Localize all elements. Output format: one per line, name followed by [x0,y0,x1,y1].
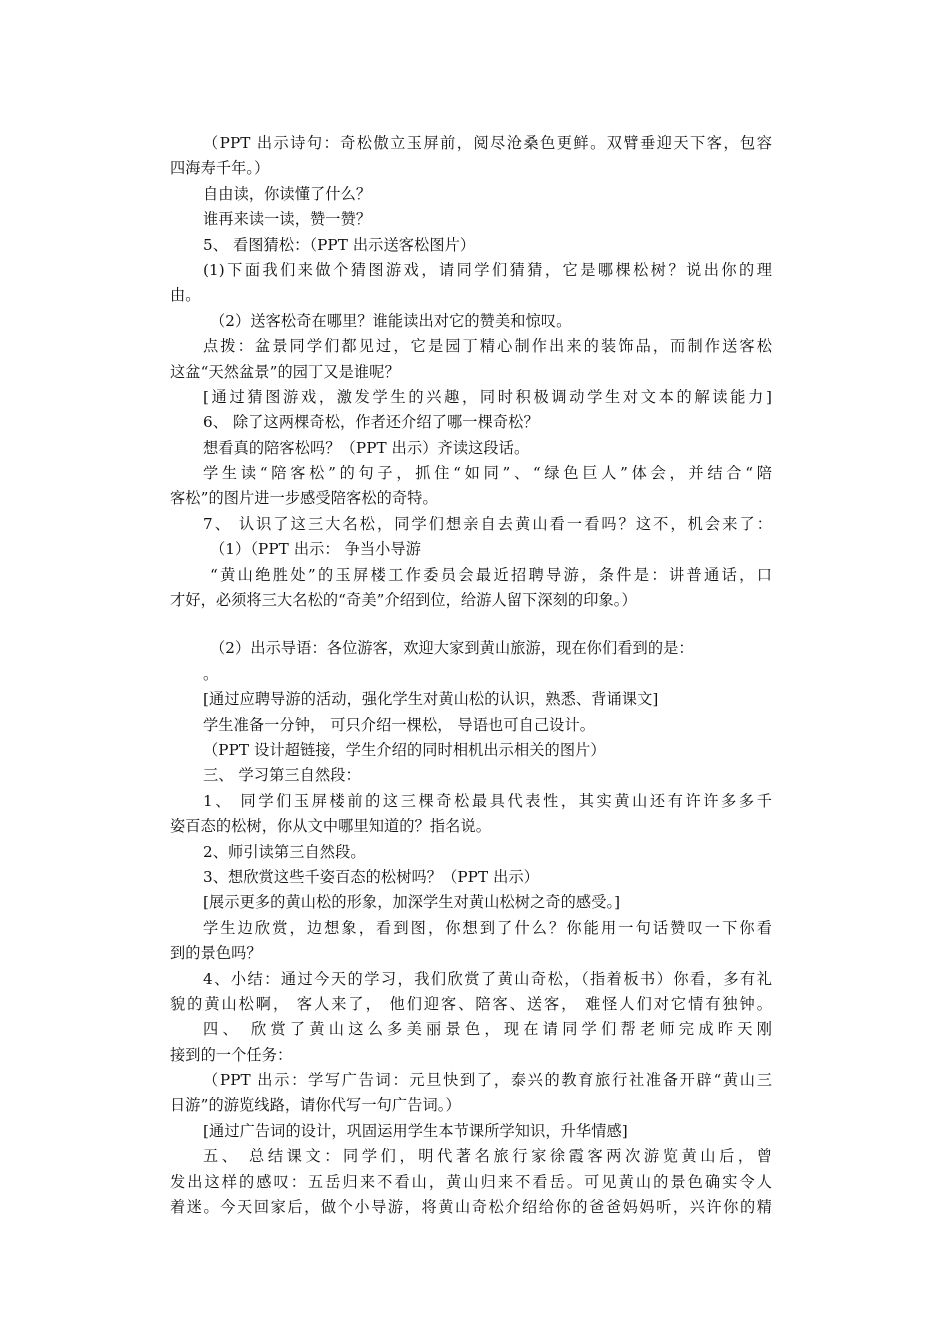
text-line: 着迷。今天回家后，做个小导游，将黄山奇松介绍给你的爸爸妈妈听，兴许你的精 [170,1198,772,1217]
text-line: 。 [203,664,219,683]
text-line: 谁再来读一读，赞一赞？ [203,210,372,229]
blank-gap [170,613,772,636]
text-line: 四、 欣赏了黄山这么多美丽景色，现在请同学们帮老师完成昨天刚 [203,1020,772,1039]
text-line: 由。 [170,286,201,305]
text-line: 才好，必须将三大名松的“奇美”介绍到位，给游人留下深刻的印象。） [170,591,637,610]
text-line: 到的景色吗？ [170,944,262,963]
text-line: （PPT 出示诗句：奇松傲立玉屏前，阅尽沧桑色更鲜。双臂垂迎天下客，包容 [203,134,772,152]
text-line: 客松”的图片进一步感受陪客松的奇特。 [170,489,438,508]
text-line: 接到的一个任务： [170,1045,293,1064]
text-line: 这盆“天然盆景”的园丁又是谁呢？ [170,362,400,381]
text-line: 4、小结：通过今天的学习，我们欣赏了黄山奇松，（指着板书）你看，多有礼 [203,969,772,988]
text-line: （PPT 出示：学写广告词：元旦快到了，泰兴的教育旅行社准备开辟“黄山三 [203,1071,772,1090]
text-line: 1、 同学们玉屏楼前的这三棵奇松最具代表性，其实黄山还有许许多多千 [203,791,772,810]
text-line: “黄山绝胜处”的玉屏楼工作委员会最近招聘导游，条件是：讲普通话，口 [210,565,772,584]
text-line: 四海寿千年。） [170,159,270,178]
text-line: 3、想欣赏这些千姿百态的松树吗？（PPT 出示） [203,867,540,886]
text-line: （1）（PPT 出示： 争当小导游 [210,540,422,559]
text-line: （PPT 设计超链接，学生介绍的同时相机出示相关的图片） [203,740,606,759]
text-line: 想看真的陪客松吗？（PPT 出示）齐读这段话。 [203,438,530,457]
text-line: 学生准备一分钟， 可只介绍一棵松， 导语也可自己设计。 [203,715,596,734]
text-line: 6、 除了这两棵奇松，作者还介绍了哪一棵奇松？ [203,413,539,432]
text-line: 三、 学习第三自然段： [203,766,361,785]
text-line: [展示更多的黄山松的形象，加深学生对黄山松树之奇的感受。] [203,893,621,912]
text-line: 学生读“陪客松”的句子，抓住“如同”、“绿色巨人”体会，并结合“陪 [203,464,772,483]
text-line: [通过广告词的设计，巩固运用学生本节课所学知识，升华情感] [203,1121,628,1140]
document-page [170,131,772,1220]
text-line: [通过猜图游戏，激发学生的兴趣，同时积极调动学生对文本的解读能力] [203,387,772,406]
text-line: [通过应聘导游的活动，强化学生对黄山松的认识，熟悉、背诵课文] [203,690,659,709]
text-line: 貌的黄山松啊， 客人来了， 他们迎客、陪客、送客， 难怪人们对它情有独钟。 [170,994,772,1013]
text-line: 日游”的游览线路，请你代写一句广告词。） [170,1096,461,1115]
text-line: 点拨：盆景同学们都见过，它是园丁精心制作出来的装饰品，而制作送客松 [203,337,772,356]
text-line: 5、 看图猜松：（PPT 出示送客松图片） [203,235,476,254]
text-line: 自由读，你读懂了什么？ [203,184,372,203]
text-line: 学生边欣赏，边想象，看到图，你想到了什么？你能用一句话赞叹一下你看 [203,918,772,937]
text-line: 7、 认识了这三大名松，同学们想亲自去黄山看一看吗？这不，机会来了： [203,514,772,533]
text-line: 五、 总结课文：同学们，明代著名旅行家徐霞客两次游览黄山后，曾 [203,1147,772,1166]
text-line: 姿百态的松树，你从文中哪里知道的？指名说。 [170,817,492,836]
text-line: 发出这样的感叹：五岳归来不看山，黄山归来不看岳。可见黄山的景色确实令人 [170,1172,772,1191]
text-line: （2）出示导语：各位游客，欢迎大家到黄山旅游，现在你们看到的是： [210,639,694,658]
text-line: （2）送客松奇在哪里？谁能读出对它的赞美和惊叹。 [210,311,572,330]
text-line: 2、师引读第三自然段。 [203,842,366,861]
text-line: (1)下面我们来做个猜图游戏，请同学们猜猜，它是哪棵松树？说出你的理 [203,260,772,279]
